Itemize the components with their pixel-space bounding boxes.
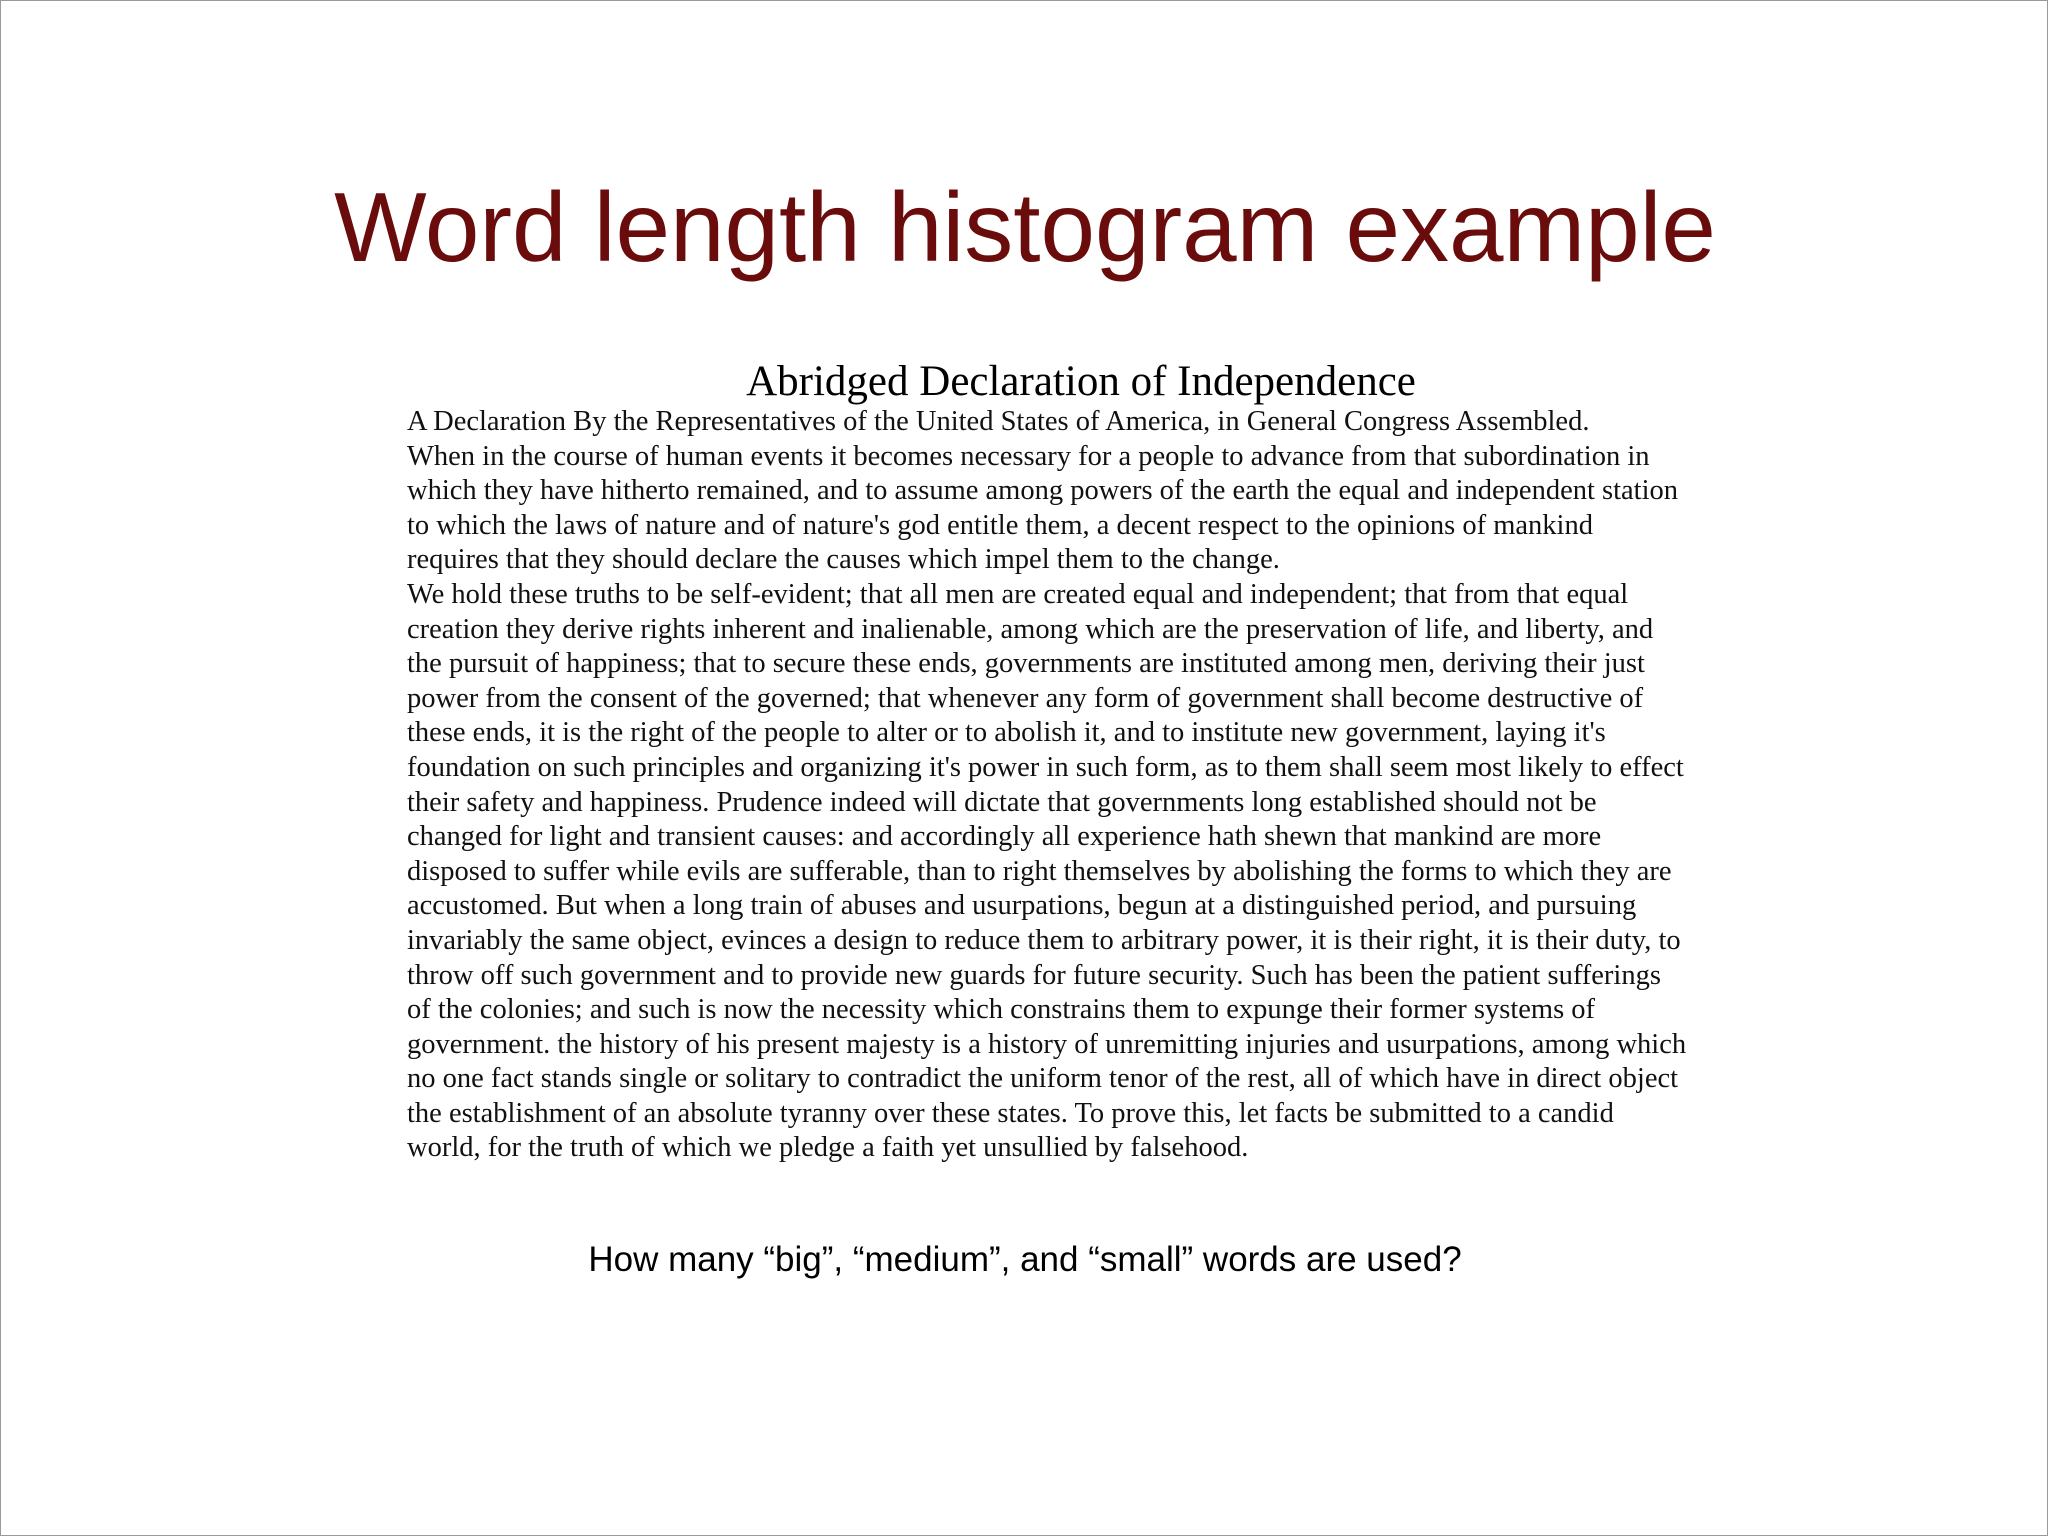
document-line: foundation on such principles and organizing it's power in such form, as to them shall seem most likely to effect [407, 751, 1684, 783]
document-line: to which the laws of nature and of nature's god entitle them, a decent respect to the opinions of mankind [407, 509, 1593, 541]
document-line: their safety and happiness. Prudence indeed will dictate that governments long established should not be [407, 786, 1597, 818]
document-line: world, for the truth of which we pledge a faith yet unsullied by falsehood. [407, 1132, 1249, 1164]
document-line: When in the course of human events it becomes necessary for a people to advance from that subordination in [407, 440, 1650, 472]
document-line: creation they derive rights inherent and inalienable, among which are the preservation of life, and liberty, and [407, 613, 1654, 645]
document-line: We hold these truths to be self-evident; that all men are created equal and independent; that from that equal [407, 578, 1629, 610]
document-line: which they have hitherto remained, and to assume among powers of the earth the equal and independent station [407, 475, 1679, 507]
document-line: accustomed. But when a long train of abuses and usurpations, begun at a distinguished period, and pursuing [407, 890, 1637, 922]
document-line: changed for light and transient causes: and accordingly all experience hath shewn that mankind are more [407, 821, 1602, 853]
document-line: these ends, it is the right of the people to alter or to abolish it, and to institute new government, laying it's [407, 717, 1606, 749]
document-line: government. the history of his present majesty is a history of unremitting injuries and usurpations, among which [407, 1028, 1687, 1060]
document-line: requires that they should declare the causes which impel them to the change. [407, 544, 1280, 576]
document-line: the pursuit of happiness; that to secure these ends, governments are instituted among men, deriving their just [407, 648, 1645, 680]
slide-title: Word length histogram example [334, 172, 1716, 282]
document-line: A Declaration By the Representatives of the United States of America, in General Congress Assembled. [407, 406, 1590, 437]
document-line: no one fact stands single or solitary to contradict the uniform tenor of the rest, all of which have in direct object [407, 1063, 1679, 1095]
document-line: of the colonies; and such is now the necessity which constrains them to expunge their former systems of [407, 994, 1596, 1026]
question-text: How many “big”, “medium”, and “small” words are used? [588, 1240, 1462, 1279]
document-line: the establishment of an absolute tyranny over these states. To prove this, let facts be submitted to a candid [407, 1097, 1614, 1129]
document-body [407, 405, 1777, 1166]
document-line: invariably the same object, evinces a design to reduce them to arbitrary power, it is their right, it is their duty, to [407, 924, 1681, 956]
document-line: throw off such government and to provide new guards for future security. Such has been the patient sufferings [407, 959, 1661, 991]
document-line: disposed to suffer while evils are sufferable, than to right themselves by abolishing the forms to which they are [407, 855, 1672, 887]
document-line: power from the consent of the governed; that whenever any form of government shall become destructive of [407, 682, 1644, 714]
document-heading: Abridged Declaration of Independence [746, 358, 1416, 405]
